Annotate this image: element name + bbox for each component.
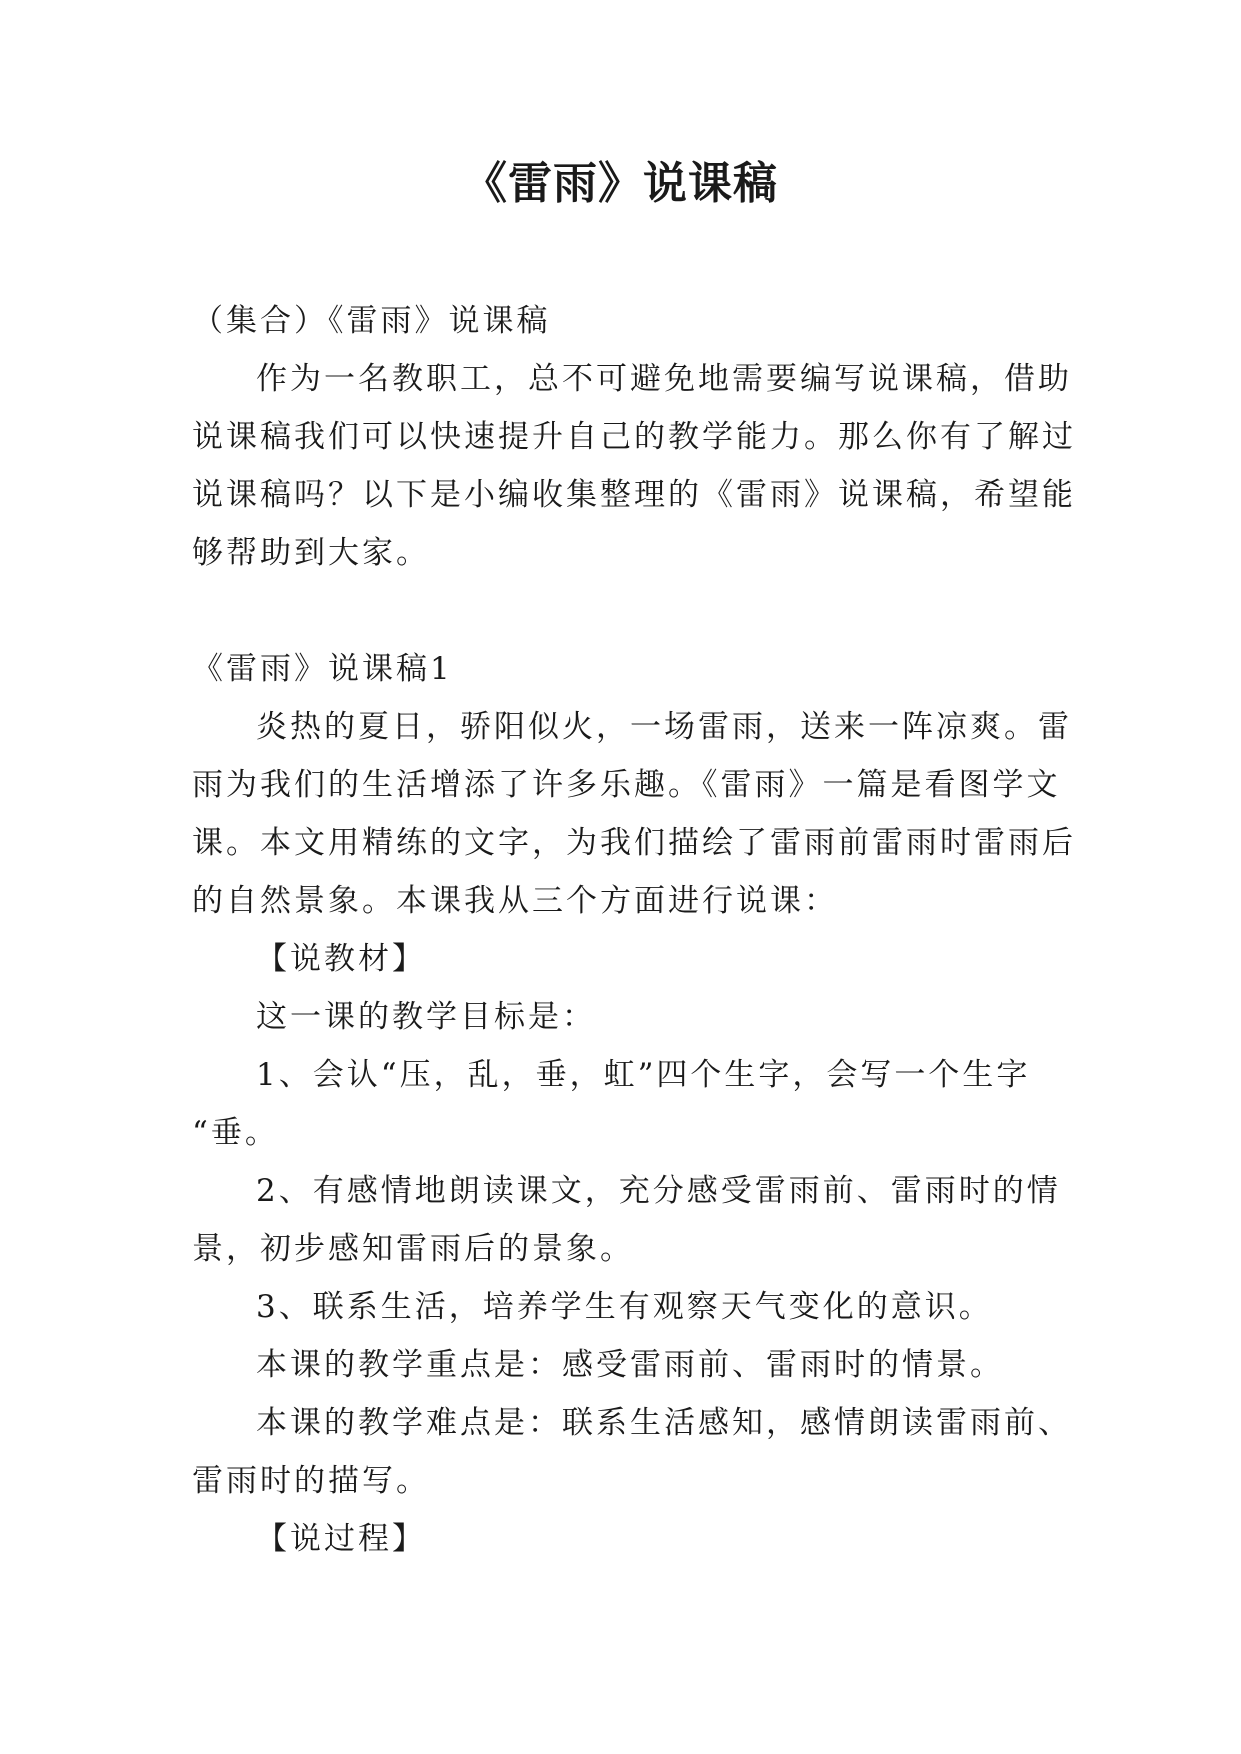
objective-item-continued: “垂。 (192, 1115, 279, 1151)
objective-item-continued: 景，初步感知雷雨后的景象。 (192, 1231, 634, 1267)
difficulty-line-continued: 雷雨时的描写。 (192, 1463, 430, 1499)
key-point-line: 本课的教学重点是：感受雷雨前、雷雨时的情景。 (256, 1347, 1004, 1383)
intro-heading: （集合）《雷雨》说课稿 (192, 303, 551, 339)
intro-paragraph-line: 说课稿我们可以快速提升自己的教学能力。那么你有了解过 (192, 419, 1076, 455)
intro-paragraph-line: 够帮助到大家。 (192, 535, 430, 571)
difficulty-line: 本课的教学难点是：联系生活感知，感情朗读雷雨前、 (256, 1405, 1072, 1441)
body-paragraph-line: 的自然景象。本课我从三个方面进行说课： (192, 883, 838, 919)
subsection-heading: 【说过程】 (256, 1521, 426, 1557)
body-paragraph-line: 炎热的夏日，骄阳似火，一场雷雨，送来一阵凉爽。雷 (256, 709, 1072, 745)
subsection-heading: 【说教材】 (256, 941, 426, 977)
objective-item: 2、有感情地朗读课文，充分感受雷雨前、雷雨时的情 (256, 1173, 1061, 1209)
body-paragraph-line: 课。本文用精练的文字，为我们描绘了雷雨前雷雨时雷雨后 (192, 825, 1076, 861)
intro-paragraph-line: 说课稿吗？以下是小编收集整理的《雷雨》说课稿，希望能 (192, 477, 1076, 513)
section-heading: 《雷雨》说课稿1 (192, 651, 453, 687)
intro-paragraph-line: 作为一名教职工，总不可避免地需要编写说课稿，借助 (256, 361, 1072, 397)
body-paragraph-line: 雨为我们的生活增添了许多乐趣。《雷雨》一篇是看图学文 (192, 767, 1061, 803)
document-title: 《雷雨》说课稿 (463, 158, 778, 209)
objective-item: 1、会认“压，乱，垂，虹”四个生字，会写一个生字 (256, 1057, 1031, 1093)
document-body (192, 292, 1076, 1568)
paragraph-spacer (192, 582, 1062, 640)
body-paragraph-line: 这一课的教学目标是： (256, 999, 596, 1035)
objective-item: 3、联系生活，培养学生有观察天气变化的意识。 (256, 1289, 993, 1325)
